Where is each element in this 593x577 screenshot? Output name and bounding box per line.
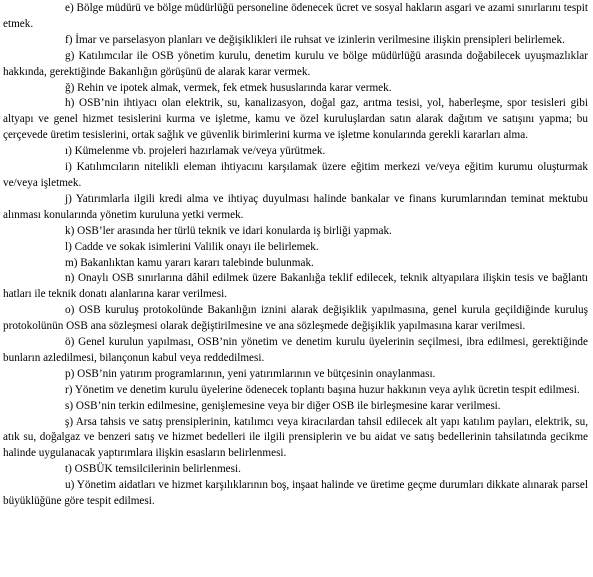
paragraph-k: k) OSB’ler arasında her türlü teknik ve idari konularda iş birliği yapmak.	[65, 224, 392, 237]
paragraph-l: l) Cadde ve sokak isimlerini Valilik onayı ile belirlemek.	[65, 240, 319, 253]
paragraph-g-breve: ğ) Rehin ve ipotek almak, vermek, fek etmek hususlarında karar vermek.	[65, 81, 392, 94]
paragraph-h: h) OSB’nin ihtiyacı olan elektrik, su, kanalizasyon, doğal gaz, arıtma tesisi, yol, haberleşme, spor tesisleri gibi altyapı ve genel hizmet tesislerini kurma ve işletme, kamu ve özel kuruluşlardan satın alarak dağıtım ve satışını yapma; bu çerçevede üretim tesislerini, ortak sağlık ve güvenlik birimlerini kurma ve işletme konularında gerekli kararları alma.	[3, 97, 588, 142]
paragraph-j: j) Yatırımlarla ilgili kredi alma ve ihtiyaç duyulması halinde bankalar ve finans kurumlarından teminat mektubu alınması konularında yönetim kuruluna yetki vermek.	[3, 192, 588, 221]
paragraph-e: e) Bölge müdürü ve bölge müdürlüğü personeline ödenecek ücret ve sosyal hakların asgari ve azami sınırlarını tespit etmek.	[3, 2, 588, 30]
paragraph-t: t) OSBÜK temsilcilerinin belirlenmesi.	[65, 463, 241, 476]
paragraph-f: f) İmar ve parselasyon planları ve değişiklikleri ile ruhsat ve izinlerin verilmesine ilişkin prensipleri belirlemek.	[65, 33, 565, 46]
document-body	[3, 1, 588, 510]
paragraph-o-umlaut: ö) Genel kurulun yapılması, OSB’nin yönetim ve denetim kurulu üyelerinin seçilmesi, ibra edilmesi, gerektiğinde bunların azledilmesi, bilançonun kabul veya reddedilmesi.	[3, 336, 588, 364]
paragraph-o: o) OSB kuruluş protokolünde Bakanlığın iznini alarak değişiklik yapılmasına, genel kurula geçildiğinde kuruluş protokolünün OSB ana sözleşmesi olarak değiştirilmesine ve ana sözleşmede değişiklik yapılmasına karar verilmesi.	[3, 304, 588, 333]
paragraph-g: g) Katılımcılar ile OSB yönetim kurulu, denetim kurulu ve bölge müdürlüğü arasında doğabilecek uyuşmazlıklar hakkında, gerektiğinde Bakanlığın görüşünü de alarak karar vermek.	[3, 49, 588, 78]
paragraph-m: m) Bakanlıktan kamu yararı kararı talebinde bulunmak.	[65, 256, 314, 269]
paragraph-r: r) Yönetim ve denetim kurulu üyelerine ödenecek toplantı başına huzur hakkının veya aylık ücretin tespit edilmesi.	[65, 383, 580, 396]
paragraph-u: u) Yönetim aidatları ve hizmet karşılıklarının boş, inşaat halinde ve üretime geçme durumları dikkate alınarak parsel büyüklüğüne göre tespit edilmesi.	[3, 479, 588, 508]
paragraph-dotless-i: ı) Kümelenme vb. projeleri hazırlamak ve/veya yürütmek.	[65, 145, 326, 158]
paragraph-p: p) OSB’nin yatırım programlarının, yeni yatırımlarının ve bütçesinin onaylanması.	[65, 367, 436, 380]
paragraph-n: n) Onaylı OSB sınırlarına dâhil edilmek üzere Bakanlığa teklif edilecek, teknik altyapılara ilişkin tesis ve bağlantı hatları ile teknik donatı alanlarına karar verilmesi.	[3, 272, 588, 301]
paragraph-s: s) OSB’nin terkin edilmesine, genişlemesine veya bir diğer OSB ile birleşmesine karar verilmesi.	[65, 399, 501, 412]
paragraph-s-cedilla: ş) Arsa tahsis ve satış prensiplerinin, katılımcı veya kiracılardan tahsil edilecek alt yapı katılım payları, elektrik, su, atık su, doğalgaz ve benzeri satış ve hizmet bedelleri ile ilgili prensiplerin ve bu aidat ve satış bedellerinin tahsilatında gecikme halinde uygulanacak yaptırımlara ilişkin esasların belirlenmesi.	[3, 415, 588, 460]
paragraph-i: i) Katılımcıların nitelikli eleman ihtiyacını karşılamak üzere eğitim merkezi ve/veya eğitim kurumu oluşturmak ve/veya işletmek.	[3, 161, 588, 189]
